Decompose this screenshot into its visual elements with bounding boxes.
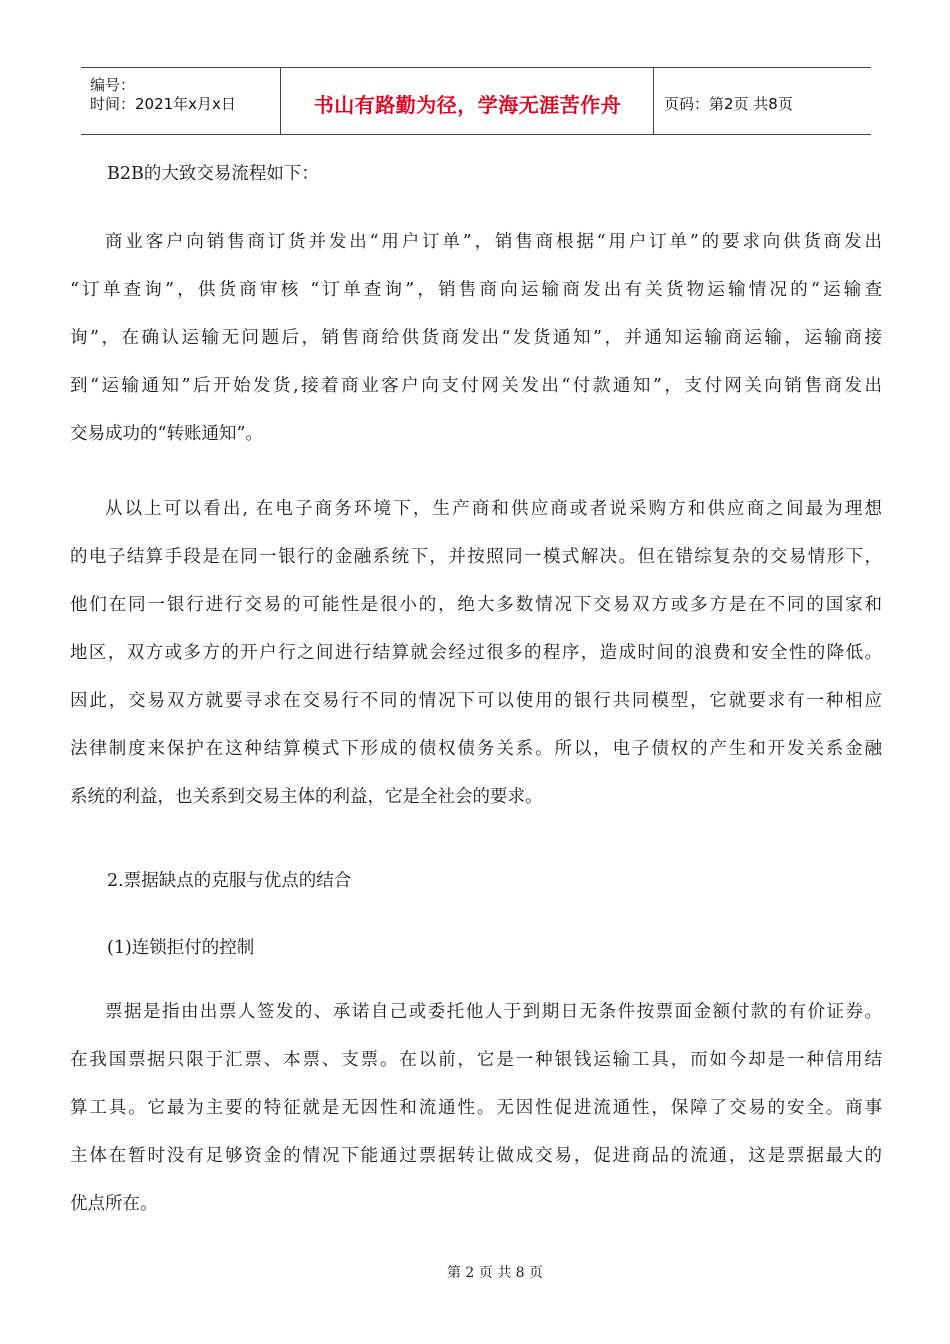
header-page-number: 页码：第2页 共8页: [664, 95, 793, 113]
paragraph-line: 从以上可以看出, 在电子商务环境下，生产商和供应商或者说采购方和供应商之间最为理想: [105, 499, 882, 519]
paragraph-transaction-flow: [70, 218, 882, 458]
paragraph-bills: [70, 988, 882, 1228]
document-number-label: 编号：: [90, 76, 136, 94]
paragraph-line: 地区，双方或多方的开户行之间进行结算就会经过很多的程序，造成时间的浪费和安全性的降低。: [70, 643, 882, 663]
header-page-cell: [654, 68, 871, 134]
paragraph-line: 在我国票据只限于汇票、本票、支票。在以前，它是一种银钱运输工具，而如今却是一种信用结: [70, 1050, 882, 1070]
paragraph-line: 到“运输通知”后开始发货,接着商业客户向支付网关发出“付款通知”，支付网关向销售商发出: [70, 376, 882, 396]
header-info-cell: [81, 68, 281, 134]
paragraph-line: 交易成功的“转账通知”。: [70, 424, 263, 444]
subsection-heading: (1)连锁拒付的控制: [107, 938, 255, 958]
document-header: [81, 67, 871, 135]
document-time-label: 时间：2021年x月x日: [90, 95, 236, 113]
paragraph-line: 算工具。它最为主要的特征就是无因性和流通性。无因性促进流通性，保障了交易的安全。商事: [70, 1098, 882, 1118]
intro-line: B2B的大致交易流程如下：: [107, 164, 319, 184]
section-heading: 2.票据缺点的克服与优点的结合: [107, 871, 352, 891]
paragraph-line: “订单查询”，供货商审核 “订单查询”，销售商向运输商发出有关货物运输情况的“运输查: [70, 280, 882, 300]
paragraph-line: 的电子结算手段是在同一银行的金融系统下，并按照同一模式解决。但在错综复杂的交易情形下，: [70, 547, 882, 567]
page-footer: 第 2 页 共 8 页: [446, 1265, 544, 1281]
paragraph-line: 询”，在确认运输无问题后，销售商给供货商发出“发货通知”，并通知运输商运输，运输商接: [70, 328, 882, 348]
paragraph-line: 法律制度来保护在这种结算模式下形成的债权债务关系。所以，电子债权的产生和开发关系金融: [70, 739, 882, 759]
header-motto-cell: [281, 68, 654, 134]
paragraph-line: 系统的利益，也关系到交易主体的利益，它是全社会的要求。: [70, 787, 543, 807]
paragraph-line: 他们在同一银行进行交易的可能性是很小的，绝大多数情况下交易双方或多方是在不同的国家和: [70, 595, 882, 615]
paragraph-line: 优点所在。: [70, 1194, 158, 1214]
paragraph-line: 主体在暂时没有足够资金的情况下能通过票据转让做成交易，促进商品的流通，这是票据最大的: [70, 1146, 882, 1166]
paragraph-line: 商业客户向销售商订货并发出“用户订单”，销售商根据“用户订单”的要求向供货商发出: [105, 232, 882, 252]
header-motto: 书山有路勤为径，学海无涯苦作舟: [313, 93, 622, 117]
paragraph-settlement: [70, 485, 882, 821]
paragraph-line: 票据是指由出票人签发的、承诺自己或委托他人于到期日无条件按票面金额付款的有价证券。: [105, 1002, 882, 1022]
paragraph-line: 因此，交易双方就要寻求在交易行不同的情况下可以使用的银行共同模型，它就要求有一种相应: [70, 691, 882, 711]
